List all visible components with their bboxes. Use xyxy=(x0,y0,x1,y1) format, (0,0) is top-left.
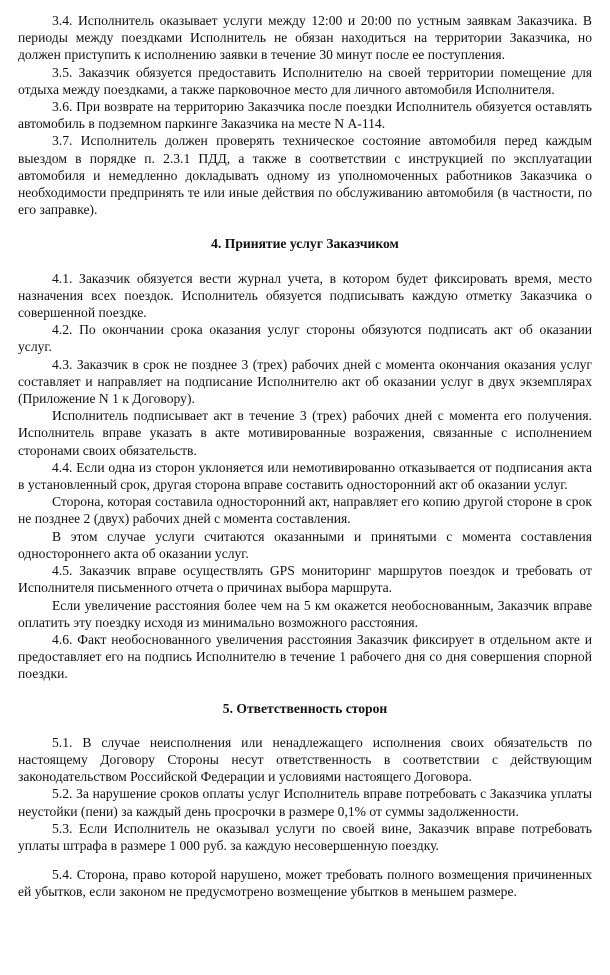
clause-3-5: 3.5. Заказчик обязуется предоставить Исполнителю на своей территории помещение для отдыха между поездками, а также парковочное место для личного автомобиля Исполнителя. xyxy=(18,64,592,97)
clause-4-3: 4.3. Заказчик в срок не позднее 3 (трех) рабочих дней с момента окончания оказания услуг составляет и направляет на подписание Исполнителю акт об оказании услуг в двух экземплярах (Приложение N 1 к Договору). xyxy=(18,356,592,407)
clause-3-6: 3.6. При возврате на территорию Заказчика после поездки Исполнитель обязуется оставлять автомобиль в подземном паркинге Заказчика на месте N А-114. xyxy=(18,99,592,132)
clause-3-4: 3.4. Исполнитель оказывает услуги между 12:00 и 20:00 по устным заявкам Заказчика. В периоды между поездками Исполнитель не обязан находиться на территории Заказчика, но должен приступить к исполнению заявки в течение 30 минут после ее поступления. xyxy=(18,13,592,63)
clause-5-4: 5.4. Сторона, право которой нарушено, может требовать полного возмещения причиненных ей убытков, если законом не предусмотрено возмещение убытков в меньшем размере. xyxy=(18,867,592,900)
clause-4-4-second: Сторона, которая составила односторонний акт, направляет его копию другой стороне в срок не позднее 2 (двух) рабочих дней с момента составления. xyxy=(18,494,592,527)
section-5-heading: 5. Ответственность сторон xyxy=(222,700,388,716)
clause-4-4: 4.4. Если одна из сторон уклоняется или немотивированно отказывается от подписания акта в установленный срок, другая сторона вправе составить односторонний акт об оказании услуг. xyxy=(18,459,592,493)
clause-4-5-continued: Если увеличение расстояния более чем на 5 км окажется необоснованным, Заказчик вправе оплатить эту поездку исходя из минимально возможного расстояния. xyxy=(18,597,592,630)
clause-4-1: 4.1. Заказчик обязуется вести журнал учета, в котором будет фиксировать время, место назначения всех поездок. Исполнитель обязуется подписывать каждую отметку Заказчика о совершенной поездке. xyxy=(18,270,592,321)
clause-5-3: 5.3. Если Исполнитель не оказывал услуги по своей вине, Заказчик вправе потребовать уплаты штрафа в размере 1 000 руб. за каждую несовершенную поездку. xyxy=(18,820,592,853)
clause-4-5: 4.5. Заказчик вправе осуществлять GPS мониторинг маршрутов поездок и требовать от Исполнителя письменного отчета о причинах выбора маршрута. xyxy=(18,563,592,596)
document-page xyxy=(18,12,592,901)
section-4-heading: 4. Принятие услуг Заказчиком xyxy=(211,236,399,252)
clause-5-1: 5.1. В случае неисполнения или ненадлежащего исполнения своих обязательств по настоящему Договору Стороны несут ответственность в соответствии с действующим законодательством Российской Федерации и условиями настоящего Договора. xyxy=(18,734,592,785)
clause-4-3-continued: Исполнитель подписывает акт в течение 3 (трех) рабочих дней с момента его получения. Исполнитель вправе указать в акте мотивированные возражения, связанные с исполнением сторонами своих обязательств. xyxy=(18,408,592,458)
clause-4-6: 4.6. Факт необоснованного увеличения расстояния Заказчик фиксирует в отдельном акте и предоставляет его на подпись Исполнителю в течение 1 рабочего дня со дня совершения спорной поездки. xyxy=(18,631,592,682)
clause-4-2: 4.2. По окончании срока оказания услуг стороны обязуются подписать акт об оказании услуг. xyxy=(18,322,592,355)
clause-5-2: 5.2. За нарушение сроков оплаты услуг Исполнитель вправе потребовать с Заказчика уплаты неустойки (пени) за каждый день просрочки в размере 0,1% от суммы задолженности. xyxy=(18,786,592,819)
clause-3-7: 3.7. Исполнитель должен проверять техническое состояние автомобиля перед каждым выездом в порядке п. 2.3.1 ПДД, а также в соответствии с инструкцией по эксплуатации автомобиля и немедленно докладывать одному из уполномоченных работников Заказчика о необходимости предпринять те или иные действия по обслуживанию автомобиля (в частности, по его заправке). xyxy=(18,133,592,218)
clause-4-4-third: В этом случае услуги считаются оказанными и принятыми с момента составления одностороннего акта об оказании услуг. xyxy=(18,528,592,561)
